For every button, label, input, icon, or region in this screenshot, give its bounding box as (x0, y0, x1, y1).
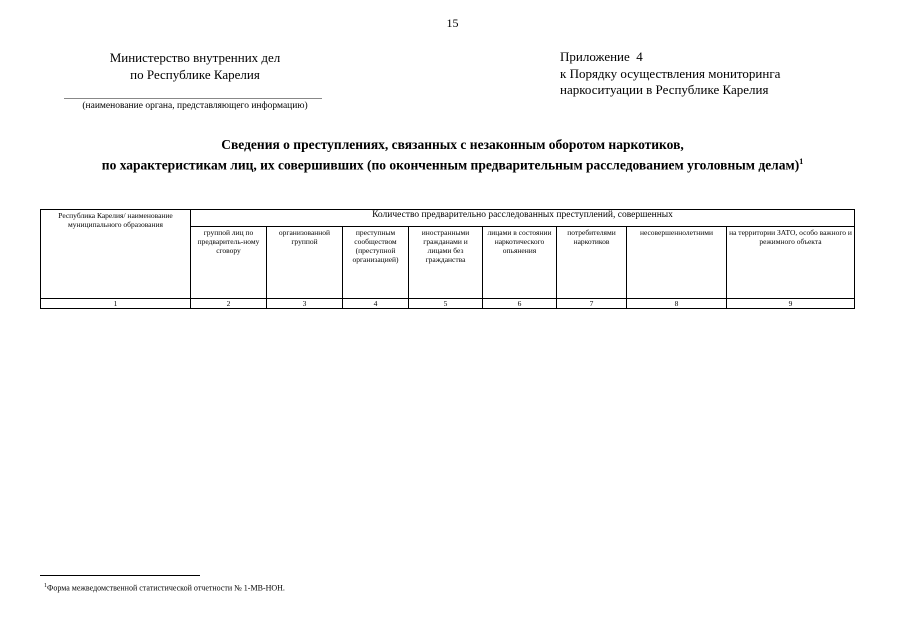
header-col-2: группой лиц по предваритель-ному сговору (191, 227, 267, 299)
appendix-line-3: наркоситуации в Республике Карелия (560, 82, 769, 97)
header-region: Республика Карелия/ наименование муниципального образования (41, 210, 191, 299)
header-col-5: иностранными гражданами и лицами без гражданства (409, 227, 483, 299)
column-number: 3 (267, 299, 343, 309)
organization-underline (64, 98, 322, 99)
header-col-7: потребителями наркотиков (557, 227, 627, 299)
header-col-6: лицами в состоянии наркотического опьянения (483, 227, 557, 299)
column-number: 9 (727, 299, 855, 309)
header-col-8: несовершеннолетними (627, 227, 727, 299)
appendix-line-1: Приложение 4 (560, 49, 643, 64)
header-col-3: организованной группой (267, 227, 343, 299)
title-line-2 (0, 153, 905, 174)
title-line-2-text: по характеристикам лиц, их совершивших (по оконченным предварительным расследованием уголовным делам) (101, 157, 800, 173)
header-col-4: преступным сообществом (преступной организацией) (343, 227, 409, 299)
column-number: 4 (343, 299, 409, 309)
organization-caption: (наименование органа, представляющего информацию) (82, 101, 308, 111)
appendix-line-2: к Порядку осуществления мониторинга (560, 65, 781, 81)
organization-line-2: по Республике Карелия (130, 67, 260, 82)
footnote (44, 583, 285, 593)
title-footnote-mark: 1 (799, 157, 804, 166)
column-number: 1 (41, 299, 191, 309)
column-number: 7 (557, 299, 627, 309)
column-number: 2 (191, 299, 267, 309)
organization-name (60, 49, 330, 83)
footnote-text: Форма межведомственной статистической отчетности № 1-МВ-НОН. (47, 583, 285, 593)
column-number: 6 (483, 299, 557, 309)
column-number: 8 (627, 299, 727, 309)
column-number: 5 (409, 299, 483, 309)
header-group: Количество предварительно расследованных преступлений, совершенных (191, 210, 855, 227)
appendix-note (560, 49, 780, 99)
header-col-9: на территории ЗАТО, особо важного и режимного объекта (727, 227, 855, 299)
organization-line-1: Министерство внутренних дел (109, 50, 281, 65)
title-line-1: Сведения о преступлениях, связанных с незаконным оборотом наркотиков, (221, 137, 684, 152)
column-number-row (41, 299, 855, 309)
document-title (0, 136, 905, 174)
footnote-divider (40, 575, 200, 576)
footnote-mark: 1 (44, 583, 47, 589)
page-number: 15 (446, 16, 459, 30)
report-table (40, 209, 855, 309)
